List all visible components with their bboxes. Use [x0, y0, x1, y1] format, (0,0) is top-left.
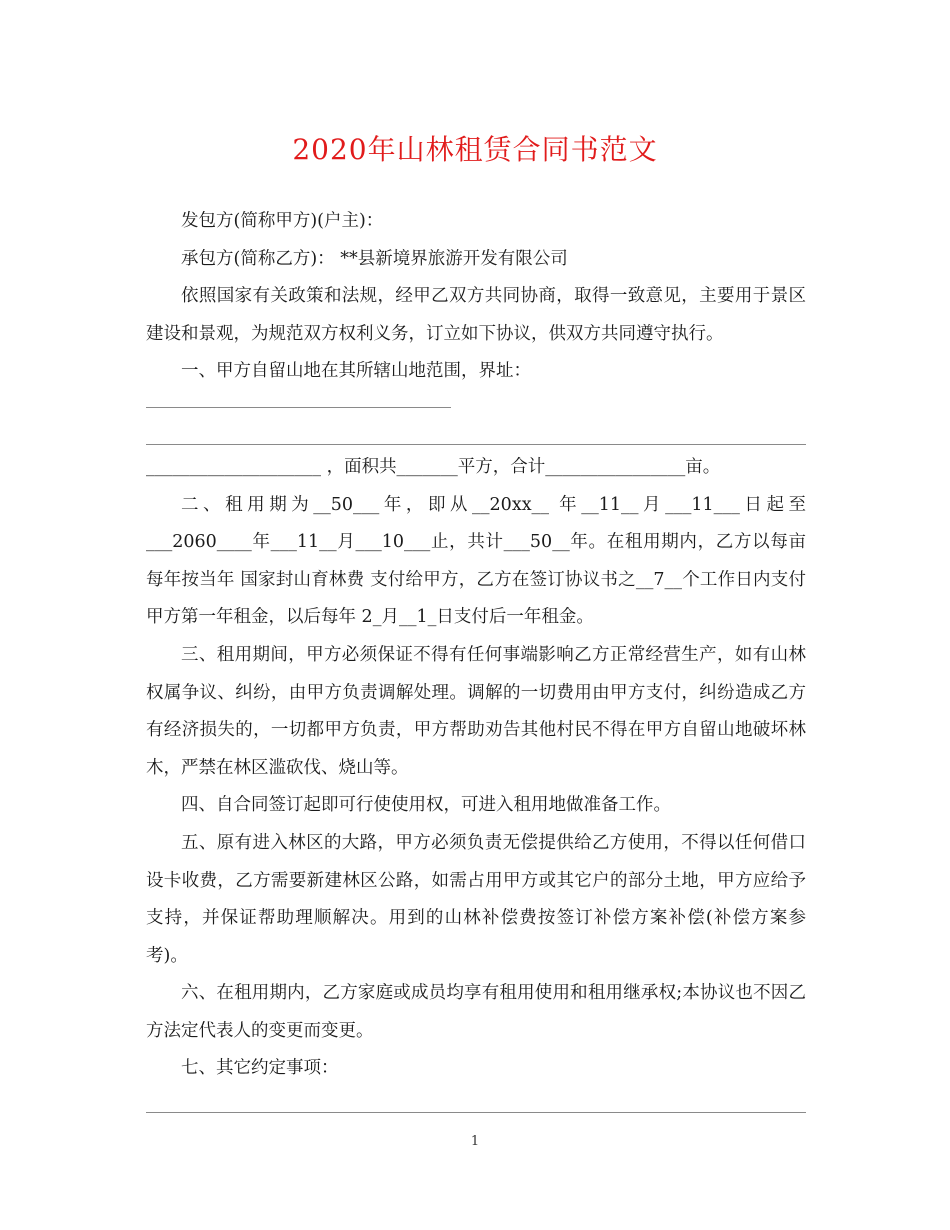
page-number: 1 — [470, 1134, 480, 1149]
document-title: 2020年山林租赁合同书范文 — [292, 133, 658, 166]
clause-2: 二、租用期为__50___年，即从__20xx__ 年__11__月___11___日起至___2060____年___11__月___10___止，共计___50__年。在租用期内，乙方以每亩每年按当年 国家封山育林费 支付给甲方，乙方在签订协议书之__7__个工作日内支付甲方第一年租金，以后每年 2_月__1_日支付后一年租金。 — [146, 494, 806, 628]
boundary-blank-line-2 — [146, 444, 806, 445]
clause-4: 四、自合同签订起即可行使使用权，可进入租用地做准备工作。 — [181, 795, 671, 816]
clause-6: 六、在租用期内，乙方家庭或成员均享有租用使用和租用继承权;本协议也不因乙方法定代表人的变更而变更。 — [146, 983, 806, 1041]
other-terms-blank-line — [146, 1112, 806, 1113]
party-a-line: 发包方(简称甲方)(户主)： — [181, 211, 384, 231]
area-line: ____________________ ，面积共_______平方，合计________________亩。 — [146, 456, 721, 477]
clause-1: 一、甲方自留山地在其所辖山地范围，界址： — [181, 361, 531, 382]
clause-5: 五、原有进入林区的大路，甲方必须负责无偿提供给乙方使用，不得以任何借口设卡收费，乙方需要新建林区公路，如需占用甲方或其它户的部分土地，甲方应给予支持，并保证帮助理顺解决。用到的山林补偿费按签订补偿方案补偿(补偿方案参考)。 — [146, 832, 806, 966]
boundary-blank-line-1 — [146, 407, 451, 408]
preamble-paragraph: 依照国家有关政策和法规，经甲乙双方共同协商，取得一致意见，主要用于景区建设和景观，为规范双方权利义务，订立如下协议，供双方共同遵守执行。 — [146, 286, 806, 344]
clause-7: 七、其它约定事项： — [181, 1058, 339, 1079]
document-body — [146, 203, 806, 1113]
clause-3: 三、租用期间，甲方必须保证不得有任何事端影响乙方正常经营生产，如有山林权属争议、纠纷，由甲方负责调解处理。调解的一切费用由甲方支付，纠纷造成乙方有经济损失的，一切都甲方负责，甲方帮助劝告其他村民不得在甲方自留山地破坏林木，严禁在林区滥砍伐、烧山等。 — [146, 644, 806, 778]
party-b-line: 承包方(简称乙方)： **县新境界旅游开发有限公司 — [181, 248, 568, 269]
